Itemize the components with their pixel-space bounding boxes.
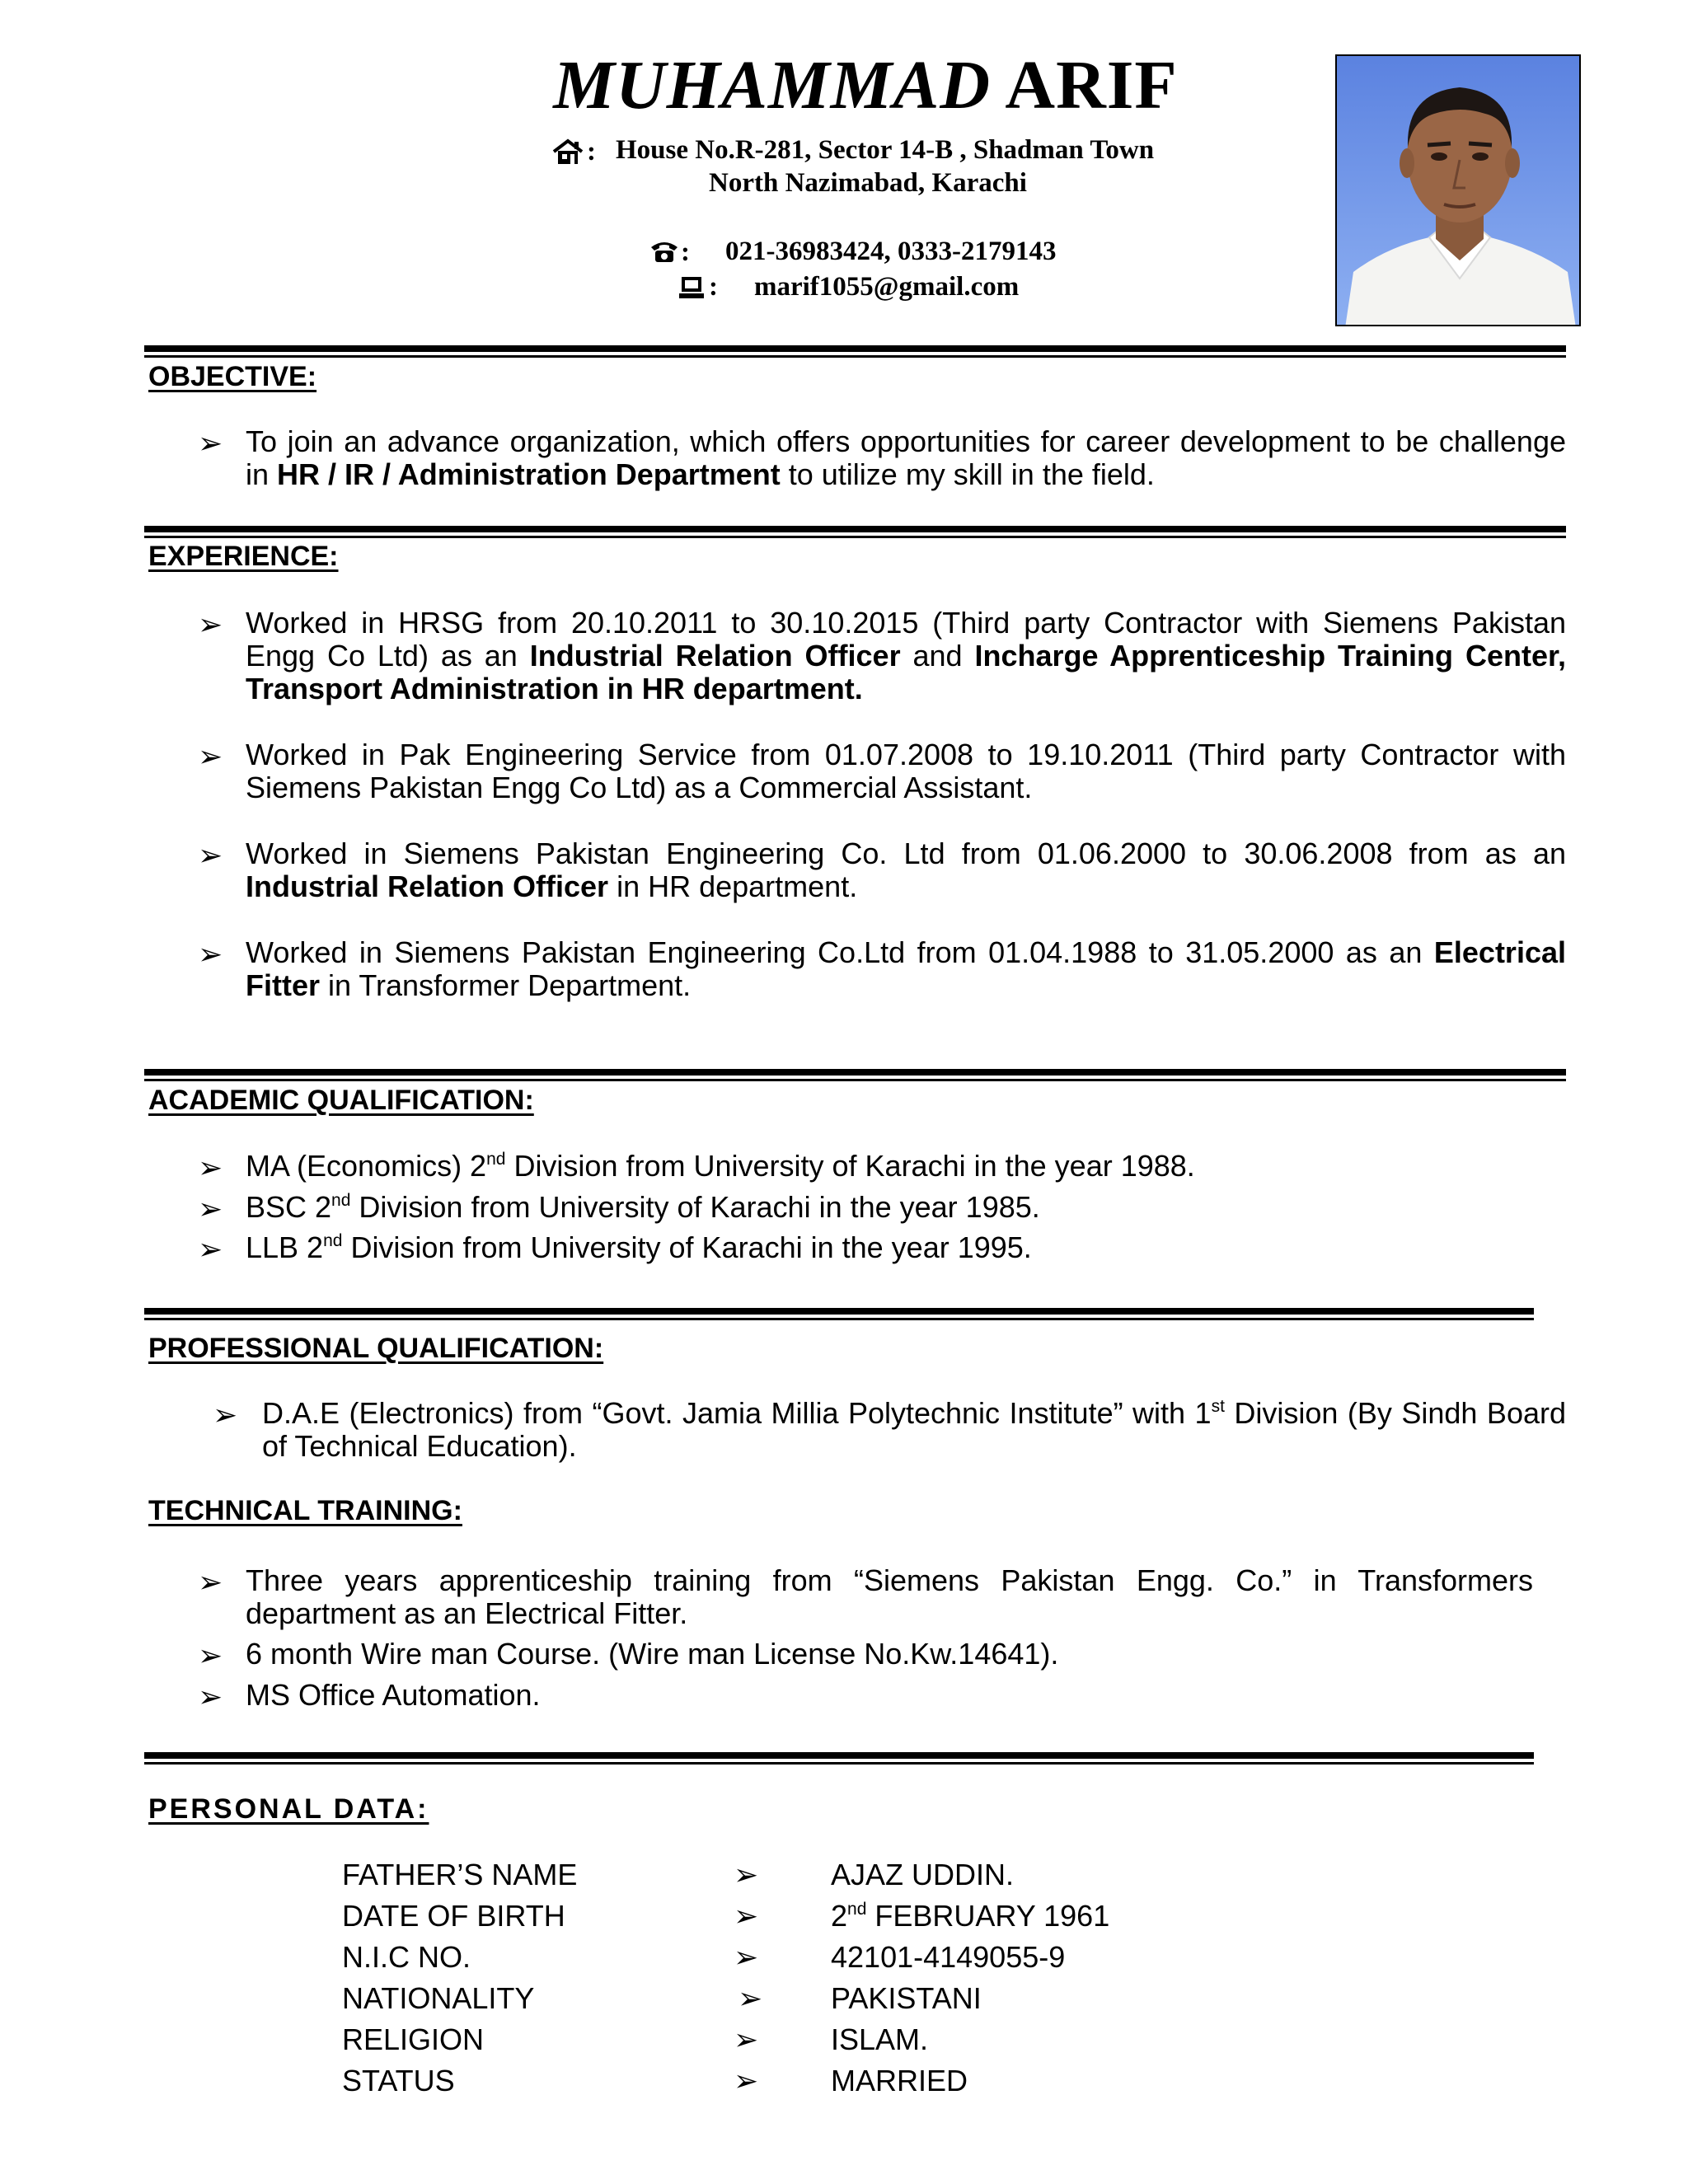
- phone-separator: :: [681, 237, 690, 267]
- section-divider: [144, 1069, 1566, 1081]
- personal-value-sup: nd: [847, 1900, 867, 1919]
- experience-item-bold: Electrical Fitter: [246, 935, 1566, 1002]
- objective-text-b: to utilize my skill in the field.: [780, 457, 1155, 491]
- experience-item-bold: Incharge Apprenticeship Training Center, Transport Administration in HR department.: [246, 639, 1566, 705]
- email-separator: :: [709, 272, 718, 302]
- personal-value-nic: [831, 1940, 1065, 1975]
- candidate-name: [511, 47, 1220, 124]
- computer-icon: [679, 274, 704, 304]
- arrowhead-bullet-icon: ➢: [734, 1858, 759, 1891]
- personal-label-nationality: NATIONALITY: [342, 1981, 535, 2015]
- personal-value-status: [831, 2064, 968, 2098]
- academic-item-sup: nd: [486, 1150, 506, 1169]
- professional-heading: PROFESSIONAL QUALIFICATION:: [148, 1333, 604, 1364]
- academic-item-text: Division from University of Karachi in the year 1985.: [350, 1190, 1040, 1224]
- arrowhead-bullet-icon: ➢: [198, 1638, 223, 1672]
- experience-item-text: and: [900, 639, 975, 673]
- experience-item-text: Worked in Siemens Pakistan Engineering Co.Ltd from 01.04.1988 to 31.05.2000 as an: [246, 935, 1434, 969]
- experience-heading: EXPERIENCE:: [148, 541, 339, 572]
- academic-item: [246, 1231, 1032, 1264]
- arrowhead-bullet-icon: ➢: [198, 426, 223, 460]
- section-divider: [144, 1308, 1534, 1320]
- arrowhead-bullet-icon: ➢: [734, 2022, 759, 2056]
- section-divider: [144, 526, 1566, 538]
- home-icon: [551, 138, 585, 171]
- arrowhead-bullet-icon: ➢: [198, 1151, 223, 1184]
- experience-item-text: in Transformer Department.: [320, 968, 692, 1002]
- professional-item: [262, 1397, 1566, 1463]
- professional-item-text: D.A.E (Electronics) from “Govt. Jamia Millia Polytechnic Institute” with 1: [262, 1396, 1212, 1430]
- personal-label-nic: N.I.C NO.: [342, 1940, 471, 1974]
- arrowhead-bullet-icon: ➢: [738, 1981, 763, 2015]
- personal-value-text: MARRIED: [831, 2064, 968, 2097]
- section-divider: [144, 1752, 1534, 1765]
- academic-item: [246, 1191, 1040, 1224]
- experience-item: [246, 738, 1566, 804]
- email-address[interactable]: marif1055@gmail.com: [754, 272, 1020, 302]
- arrowhead-bullet-icon: ➢: [734, 1899, 759, 1933]
- personal-label-status: STATUS: [342, 2064, 455, 2097]
- professional-item-text: Division (By Sindh Board of Technical Education).: [262, 1396, 1566, 1463]
- academic-item-sup: nd: [323, 1231, 343, 1250]
- experience-item-text: Worked in Siemens Pakistan Engineering Co. Ltd from 01.06.2000 to 30.06.2008 from as an: [246, 837, 1566, 870]
- personal-value-text: 2: [831, 1899, 848, 1933]
- objective-text: [246, 425, 1566, 491]
- academic-item-text: Division from University of Karachi in the year 1995.: [342, 1230, 1032, 1264]
- arrowhead-bullet-icon: ➢: [198, 1192, 223, 1226]
- personal-value-text: AJAZ UDDIN.: [831, 1858, 1015, 1891]
- address-line-2: North Nazimabad, Karachi: [709, 168, 1027, 198]
- arrowhead-bullet-icon: ➢: [198, 838, 223, 872]
- experience-item: [246, 837, 1566, 903]
- objective-text-bold: HR / IR / Administration Department: [277, 457, 781, 491]
- academic-item-text: Division from University of Karachi in the year 1988.: [505, 1149, 1195, 1183]
- objective-text-a: To join an advance organization, which offers opportunities for career development to be challenge in: [246, 424, 1566, 491]
- profile-photo: [1335, 54, 1581, 326]
- personal-label-fathers-name: FATHER’S NAME: [342, 1858, 578, 1891]
- personal-value-text: FEBRUARY 1961: [866, 1899, 1110, 1933]
- arrowhead-bullet-icon: ➢: [198, 607, 223, 641]
- personal-value-date-of-birth: [831, 1899, 1109, 1933]
- arrowhead-bullet-icon: ➢: [198, 937, 223, 971]
- experience-item-text: Worked in HRSG from 20.10.2011 to 30.10.2015 (Third party Contractor with Siemens Pakistan Engg Co Ltd) as an: [246, 606, 1566, 673]
- technical-heading: TECHNICAL TRAINING:: [148, 1495, 462, 1526]
- experience-item-text: Worked in Pak Engineering Service from 01.07.2008 to 19.10.2011 (Third party Contractor with Siemens Pakistan Engg Co Ltd) as a Commercial Assistant.: [246, 738, 1566, 804]
- professional-item-sup: st: [1211, 1397, 1225, 1416]
- name-first: MUHAMMAD: [553, 47, 992, 124]
- personal-value-text: ISLAM.: [831, 2022, 929, 2056]
- experience-item-text: in HR department.: [608, 869, 858, 903]
- academic-item-text: BSC 2: [246, 1190, 332, 1224]
- arrowhead-bullet-icon: ➢: [198, 1565, 223, 1599]
- arrowhead-bullet-icon: ➢: [213, 1398, 238, 1432]
- address-line-1: House No.R-281, Sector 14-B , Shadman Town: [616, 135, 1155, 165]
- personal-heading: PERSONAL DATA:: [148, 1793, 429, 1825]
- telephone-icon: [649, 239, 679, 269]
- experience-item-bold: Industrial Relation Officer: [246, 869, 609, 903]
- personal-value-text: 42101-4149055-9: [831, 1940, 1066, 1974]
- experience-item: [246, 936, 1566, 1002]
- personal-value-text: PAKISTANI: [831, 1981, 982, 2015]
- academic-item-sup: nd: [331, 1191, 351, 1210]
- experience-item: [246, 607, 1566, 705]
- address-separator: :: [587, 137, 596, 166]
- arrowhead-bullet-icon: ➢: [198, 1232, 223, 1266]
- objective-heading: OBJECTIVE:: [148, 361, 317, 392]
- academic-heading: ACADEMIC QUALIFICATION:: [148, 1085, 534, 1116]
- academic-item-text: MA (Economics) 2: [246, 1149, 487, 1183]
- section-divider: [144, 345, 1566, 358]
- personal-value-nationality: [831, 1981, 982, 2016]
- personal-label-date-of-birth: DATE OF BIRTH: [342, 1899, 565, 1933]
- academic-item-text: LLB 2: [246, 1230, 324, 1264]
- technical-item: MS Office Automation.: [246, 1678, 541, 1712]
- experience-item-bold: Industrial Relation Officer: [529, 639, 901, 673]
- academic-item: [246, 1150, 1195, 1183]
- phone-numbers: 021-36983424, 0333-2179143: [725, 237, 1057, 266]
- name-last: ARIF: [1005, 47, 1178, 124]
- arrowhead-bullet-icon: ➢: [734, 1940, 759, 1974]
- personal-value-fathers-name: [831, 1858, 1014, 1892]
- arrowhead-bullet-icon: ➢: [198, 1680, 223, 1713]
- technical-item: 6 month Wire man Course. (Wire man License No.Kw.14641).: [246, 1637, 1059, 1671]
- technical-item: Three years apprenticeship training from “Siemens Pakistan Engg. Co.” in Transformers department as an Electrical Fitter.: [246, 1563, 1533, 1630]
- arrowhead-bullet-icon: ➢: [734, 2064, 759, 2097]
- personal-label-religion: RELIGION: [342, 2022, 485, 2056]
- arrowhead-bullet-icon: ➢: [198, 739, 223, 773]
- personal-value-religion: [831, 2022, 928, 2057]
